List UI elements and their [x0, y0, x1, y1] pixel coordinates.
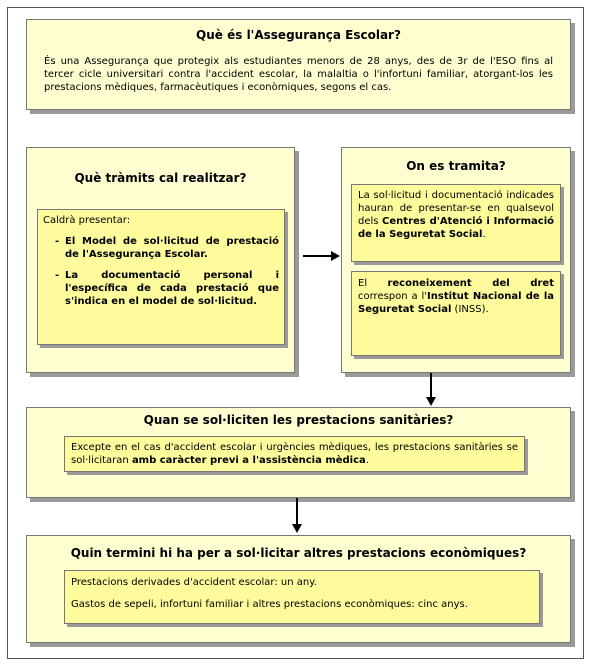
deadline-box	[26, 535, 571, 643]
where-text-2-mid: correspon a l'	[358, 291, 428, 302]
arrow-down-2-line	[296, 498, 298, 524]
where-title: On es tramita?	[406, 159, 506, 173]
arrow-down-2-head	[292, 524, 302, 533]
health-bold: amb caràcter previ a l'assistència mèdica	[131, 455, 366, 466]
health-text: Excepte en el cas d'accident escolar i urgències mèdiques, les prestacions sanitàries se sol·licitaran	[71, 442, 518, 466]
where-detail-1	[351, 184, 561, 262]
where-text-1: La sol·licitud i documentació indicades hauran de presentar-se en qualsevol dels	[358, 190, 554, 227]
health-detail	[64, 436, 525, 472]
arrow-down-1-head	[426, 397, 436, 406]
procedures-list	[43, 235, 279, 308]
procedures-box	[26, 147, 295, 373]
where-inss: Institut Nacional de la Seguretat Social	[358, 291, 554, 315]
what-is-text: És una Assegurança que protegix als estudiantes menors de 28 anys, des de 3r de l'ESO fins al tercer cicle universitari contra l'accident escolar, la malaltia o l'infortuni familiar, atorgant-los les prestacions mèdiques, farmacèutiques i econòmiques, segons el cas.	[44, 56, 553, 93]
where-right: reconeixement del dret	[387, 278, 554, 289]
procedures-title: Què tràmits cal realitzar?	[74, 171, 247, 185]
where-box	[341, 147, 571, 373]
procedures-intro: Caldrà presentar:	[43, 215, 131, 226]
arrow-right-line	[303, 255, 331, 257]
health-box	[26, 407, 571, 498]
health-title: Quan se sol·liciten les prestacions sanitàries?	[143, 413, 454, 427]
where-detail-2	[351, 271, 561, 356]
deadline-line-1: Prestacions derivades d'accident escolar: un any.	[71, 577, 317, 588]
health-text-end: .	[365, 455, 369, 466]
where-centres: Centres d'Atenció i Informació de la Seguretat Social	[358, 216, 554, 240]
procedures-item: - El Model de sol·licitud de prestació de l'Assegurança Escolar.	[43, 235, 279, 261]
procedures-item: - La documentació personal i l'específica de cada prestació que s'indica en el model de sol·licitud.	[43, 269, 279, 308]
where-text-2: El	[358, 278, 388, 289]
deadline-title: Quin termini hi ha per a sol·licitar altres prestacions econòmiques?	[70, 546, 527, 560]
arrow-down-1-line	[430, 373, 432, 397]
where-text-1-end: .	[482, 229, 486, 240]
deadline-line-2: Gastos de sepeli, infortuni familiar i altres prestacions econòmiques: cinc anys.	[71, 599, 468, 610]
procedures-detail	[37, 209, 285, 345]
arrow-right-head	[331, 251, 340, 261]
what-is-box	[26, 19, 571, 110]
where-text-2-end: (INSS).	[451, 304, 489, 315]
deadline-detail	[64, 570, 540, 624]
what-is-title: Què és l'Assegurança Escolar?	[196, 28, 401, 42]
